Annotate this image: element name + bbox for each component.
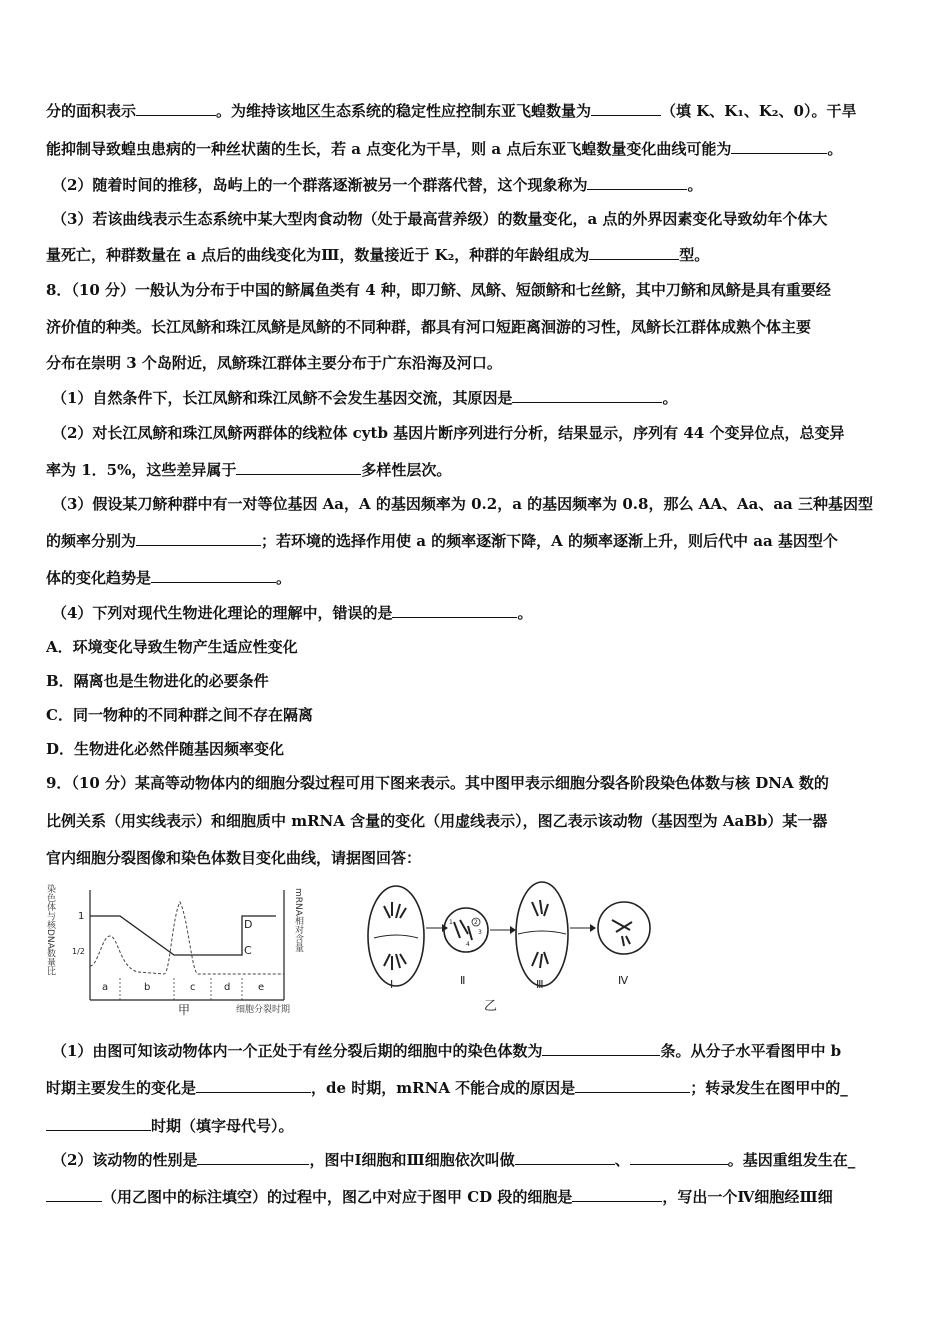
cell-label-2: Ⅱ bbox=[460, 974, 466, 987]
answer-blank[interactable] bbox=[515, 1150, 615, 1165]
cell2-number-4: 4 bbox=[466, 941, 470, 948]
period-a: a bbox=[102, 982, 109, 993]
option-c[interactable]: C．同一物种的不同种群之间不存在隔离 bbox=[46, 706, 313, 724]
answer-blank[interactable] bbox=[731, 139, 827, 154]
text-line-11: 率为 1．5%，这些差异属于 多样性层次。 bbox=[46, 461, 452, 479]
figure-jia-xlabel: 细胞分裂时期 bbox=[236, 1005, 291, 1015]
cell-4 bbox=[598, 902, 650, 954]
text-line-2: 能抑制导致蝗虫患病的一种丝状菌的生长，若 a 点变化为干旱，则 a 点后东亚飞蝗数量变化曲线可能为 。 bbox=[46, 140, 843, 158]
point-label-c: C bbox=[244, 944, 252, 957]
text-line-21: 比例关系（用实线表示）和细胞质中 mRNA 含量的变化（用虚线表示），图乙表示该动物（基因型为 AaBb）某一器 bbox=[46, 812, 828, 830]
point-label-d: D bbox=[244, 918, 253, 931]
text-line-5: 量死亡，种群数量在 a 点后的曲线变化为Ⅲ，数量接近于 K₂，种群的年龄组成为 型。 bbox=[46, 246, 710, 264]
arrowhead bbox=[590, 924, 596, 932]
option-b[interactable]: B．隔离也是生物进化的必要条件 bbox=[46, 672, 269, 690]
text-line-15: （4）下列对现代生物进化理论的理解中，错误的是 。 bbox=[52, 604, 533, 622]
period-b: b bbox=[144, 982, 151, 993]
figure-jia-ylabel: 染色体与核DNA数量比 bbox=[46, 884, 55, 976]
answer-blank[interactable] bbox=[542, 1041, 660, 1056]
period-d: d bbox=[224, 982, 231, 993]
cell-label-1: Ⅰ bbox=[390, 978, 394, 991]
question-9-intro: 9．（10 分）某高等动物体内的细胞分裂过程可用下图来表示。其中图甲表示细胞分裂各阶段染色体数与核 DNA 数的 bbox=[46, 774, 829, 792]
cell-label-4: Ⅳ bbox=[618, 974, 629, 987]
answer-blank[interactable] bbox=[196, 1078, 311, 1093]
answer-blank[interactable] bbox=[572, 1187, 662, 1202]
answer-blank[interactable] bbox=[197, 1150, 309, 1165]
answer-blank[interactable] bbox=[589, 245, 679, 260]
answer-blank[interactable] bbox=[392, 603, 517, 618]
answer-blank[interactable] bbox=[587, 175, 687, 190]
cell2-number-2: 2 bbox=[474, 919, 478, 926]
option-d[interactable]: D．生物进化必然伴随基因频率变化 bbox=[46, 740, 285, 758]
answer-blank[interactable] bbox=[46, 1116, 151, 1131]
answer-blank[interactable] bbox=[136, 101, 216, 116]
cell-3 bbox=[516, 882, 568, 986]
answer-blank[interactable] bbox=[46, 1187, 102, 1202]
y-tick-1: 1 bbox=[78, 911, 85, 922]
text-line-25: 时期（填字母代号）。 bbox=[46, 1116, 906, 1136]
text-line-9: （1）自然条件下，长江凤鲚和珠江凤鲚不会发生基因交流，其原因是 。 bbox=[52, 389, 678, 407]
text-line-3: （2）随着时间的推移，岛屿上的一个群落逐渐被另一个群落代替，这个现象称为 。 bbox=[52, 176, 703, 194]
text-line-23: （1）由图可知该动物体内一个正处于有丝分裂后期的细胞中的染色体数为 条。从分子水平看图甲中 b bbox=[52, 1042, 842, 1060]
y-tick-half: 1/2 bbox=[72, 947, 85, 956]
answer-blank[interactable] bbox=[630, 1150, 728, 1165]
answer-blank[interactable] bbox=[151, 568, 276, 583]
cell-1 bbox=[368, 886, 424, 986]
text-line-4: （3）若该曲线表示生态系统中某大型肉食动物（处于最高营养级）的数量变化，a 点的外界因素变化导致幼年个体大 bbox=[52, 210, 828, 228]
figure-yi-caption: 乙 bbox=[484, 999, 498, 1014]
option-a[interactable]: A．环境变化导致生物产生适应性变化 bbox=[46, 638, 298, 656]
cell2-number-3: 3 bbox=[478, 929, 482, 936]
text-line-10: （2）对长江凤鲚和珠江凤鲚两群体的线粒体 cytb 基因片断序列进行分析，结果显示，序列有 44 个变异位点，总变异 bbox=[52, 424, 845, 442]
arrowhead bbox=[510, 926, 516, 934]
text-line-24: 时期主要发生的变化是 ，de 时期，mRNA 不能合成的原因是 ；转录发生在图甲中的_ bbox=[46, 1079, 848, 1097]
text-line-27: （用乙图中的标注填空）的过程中，图乙中对应于图甲 CD 段的细胞是 ，写出一个Ⅳ细胞经Ⅲ细 bbox=[46, 1187, 906, 1207]
cell2-number-1: 1 bbox=[449, 919, 453, 926]
figure-jia bbox=[46, 878, 321, 1018]
text-line-8: 分布在崇明 3 个岛附近，凤鲚珠江群体主要分布于广东沿海及河口。 bbox=[46, 354, 502, 372]
text-line-22: 官内细胞分裂图像和染色体数目变化曲线，请据图回答： bbox=[46, 849, 422, 867]
answer-blank[interactable] bbox=[591, 101, 661, 116]
answer-blank[interactable] bbox=[136, 531, 261, 546]
answer-blank[interactable] bbox=[575, 1078, 690, 1093]
text-line-1: 分的面积表示 。为维持该地区生态系统的稳定性应控制东亚飞蝗数量为 （填 K、K₁、K₂、0）。干旱 bbox=[46, 102, 857, 120]
text-line-12: （3）假设某刀鲚种群中有一对等位基因 Aa，A 的基因频率为 0.2，a 的基因频率为 0.8，那么 AA、Aa、aa 三种基因型 bbox=[52, 495, 873, 513]
text-line-26: （2）该动物的性别是 ，图中Ⅰ细胞和Ⅲ细胞依次叫做 、 。基因重组发生在_ bbox=[52, 1151, 856, 1169]
question-8-intro: 8．（10 分）一般认为分布于中国的鲚属鱼类有 4 种，即刀鲚、凤鲚、短颌鲚和七丝鲚，其中刀鲚和凤鲚是具有重要经 bbox=[46, 281, 831, 299]
figure-yi bbox=[360, 878, 660, 1018]
answer-blank[interactable] bbox=[236, 460, 361, 475]
text-line-7: 济价值的种类。长江凤鲚和珠江凤鲚是凤鲚的不同种群，都具有河口短距离洄游的习性，凤鲚长江群体成熟个体主要 bbox=[46, 318, 812, 336]
mrna-dashed-line bbox=[90, 902, 284, 974]
period-c: c bbox=[190, 982, 196, 993]
text-line-14: 体的变化趋势是 。 bbox=[46, 569, 292, 587]
answer-blank[interactable] bbox=[512, 388, 662, 403]
cell-label-3: Ⅲ bbox=[536, 978, 544, 991]
figure-jia-caption: 甲 bbox=[178, 1003, 191, 1017]
figure-jia-right-label: mRNA相对含量 bbox=[293, 888, 303, 952]
text-line-13: 的频率分别为 ；若环境的选择作用使 a 的频率逐渐下降，A 的频率逐渐上升，则后代中 aa 基因型个 bbox=[46, 532, 838, 550]
period-e: e bbox=[258, 982, 265, 993]
